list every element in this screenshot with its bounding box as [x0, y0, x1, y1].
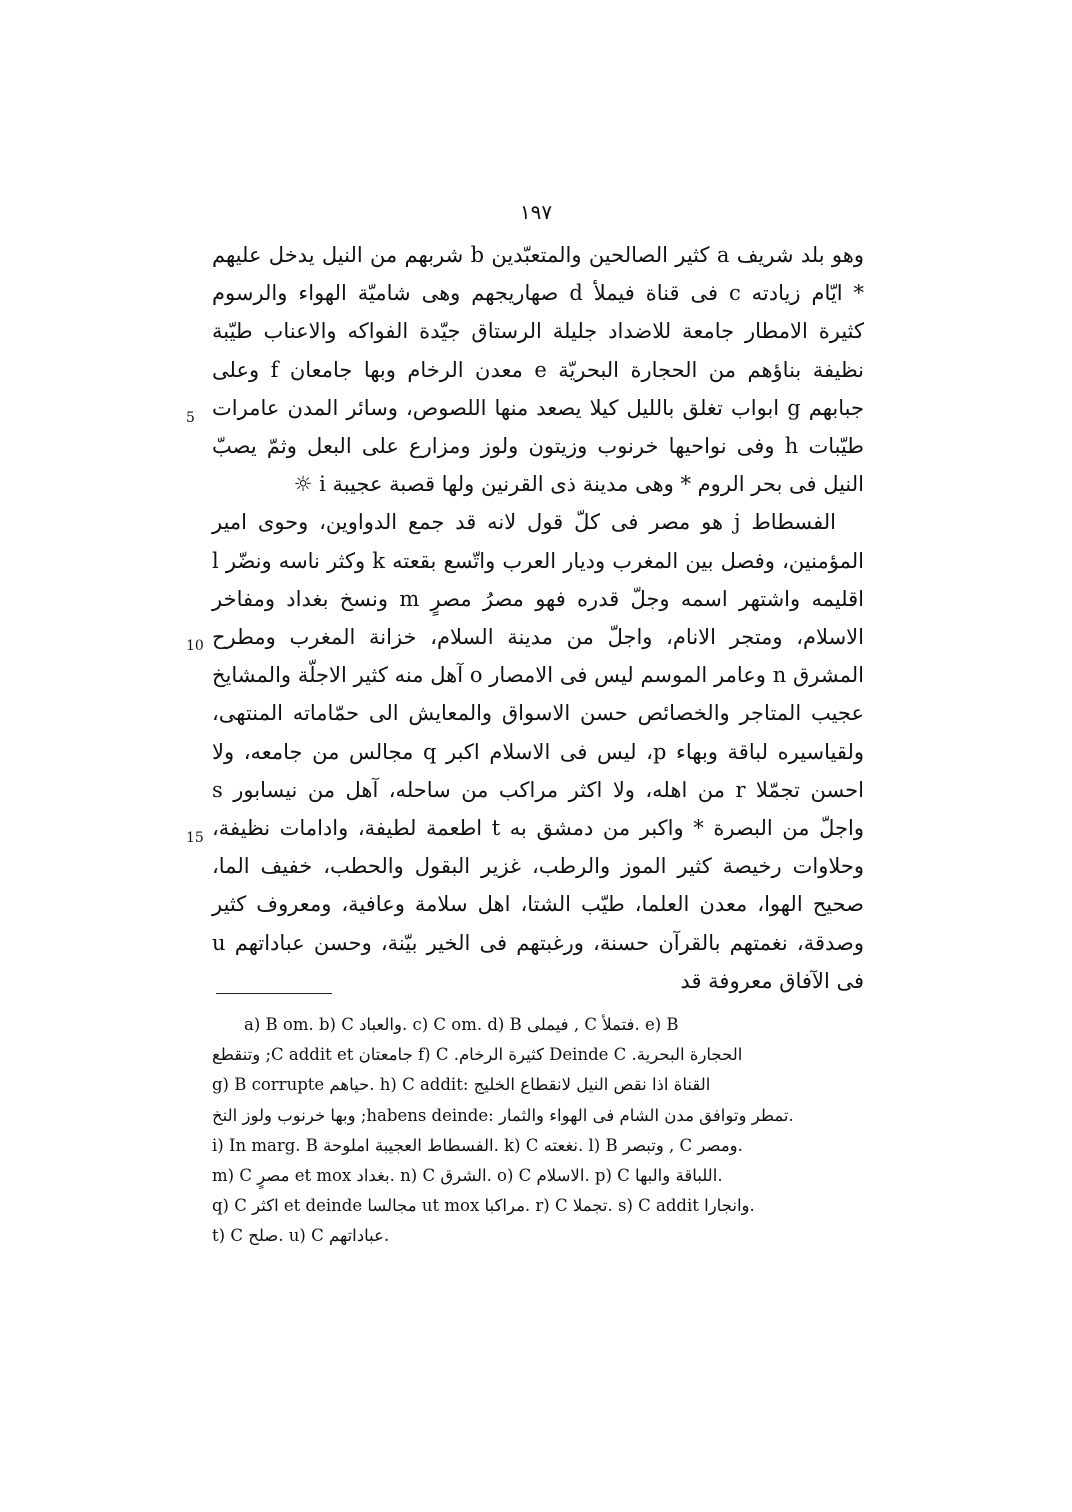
footnote-line: q) C اكثر et deinde مجالسا ut mox مراكبا. r) C تجملا. s) C addit وانجارا. [212, 1196, 755, 1216]
footnote-line: m) C مصرٍ et mox بغداد. n) C الشرق. o) C الاسلام. p) C اللباقة والبها. [212, 1166, 723, 1186]
footnote-rule [216, 993, 332, 994]
footnotes [212, 1010, 868, 1252]
paragraph-2: الفسطاط j هو مصر فى كلّ قول لانه قد جمع الدواوين، وحوى امير المؤمنين، وفصل بين المغرب وديار العرب واتّسع بقعته k وكثر ناسه ونضّر l اقليمه واشتهر اسمه وجلّ قدره فهو مصرُ مصرٍ m ونسخ بغداد ومفاخر الاسلام، ومتجر الانام، واجلّ من مدينة السلام، خزانة المغرب ومطرح المشرق n وعامر الموسم ليس فى الامصار o آهل منه كثير الاجلّة والمشايخ عجيب المتاجر والخصائص حسن الاسواق والمعايش الى حمّاماته المنتهى، ولقياسيره لباقة وبهاء p، ليس فى الاسلام اكبر q مجالس من جامعه، ولا احسن تجمّلا r من اهله، ولا اكثر مراكب من ساحله، آهل من نيسابور s واجلّ من البصرة * واكبر من دمشق به t اطعمة لطيفة، وادامات نظيفة، وحلاوات رخيصة كثير الموز والرطب، غزير البقول والحطب، خفيف الما، صحيح الهوا، معدن العلما، طيّب الشتا، اهل سلامة وعافية، ومعروف كثير وصدقة، نغمتهم بالقرآن حسنة، ورغبتهم فى الخير بيّنة، وحسن عباداتهم u فى الآفاق معروفة قد [212, 510, 865, 993]
page-number: ١٩٧ [519, 200, 553, 224]
footnote-line: وبها خرنوب ولوز النخ ;habens deinde: تمطر وتوافق مدن الشام فى الهواء والثمار. [212, 1105, 794, 1125]
footnote-line: t) C صلح. u) C عباداتهم. [212, 1226, 390, 1246]
footnote-line: a) B om. b) C والعباد. c) C om. d) B فيملى , C فتملأ. e) B [244, 1015, 679, 1034]
line-number-5: 5 [186, 410, 195, 426]
footnote-line: وتنقطع ;C addit et جامعتان f) C .كثيرة الرخام Deinde C .الحجارة البحرية [212, 1045, 743, 1065]
main-text [212, 236, 864, 1000]
footnote-line: i) In marg. B الفسطاط العجيبة املوحة. k) C نغعته. l) B وتبصر , C ومصر. [212, 1135, 743, 1155]
line-number-15: 15 [186, 830, 204, 846]
line-number-10: 10 [186, 638, 204, 654]
paragraph-1: وهو بلد شريف a كثير الصالحين والمتعبّدين b شربهم من النيل يدخل عليهم * ايّام زيادته c فى قناة فيملأ d صهاريجهم وهى شاميّة الهواء والرسوم كثيرة الامطار جامعة للاضداد جليلة الرستاق جيّدة الفواكه والاعناب طيّبة نظيفة بناؤهم من الحجارة البحريّة e معدن الرخام وبها جامعان f وعلى جبابهم g ابواب تغلق بالليل كيلا يصعد منها اللصوص، وسائر المدن عامرات طيّبات h وفى نواحيها خرنوب وزيتون ولوز ومزارع على البعل وثمّ يصبّ النيل فى بحر الروم * وهى مدينة ذى القرنين ولها قصبة عجيبة i ☼ [212, 243, 865, 497]
footnote-line: g) B corrupte حياهم. h) C addit: القناة اذا نقص النيل لانقطاع الخليج [212, 1075, 711, 1095]
